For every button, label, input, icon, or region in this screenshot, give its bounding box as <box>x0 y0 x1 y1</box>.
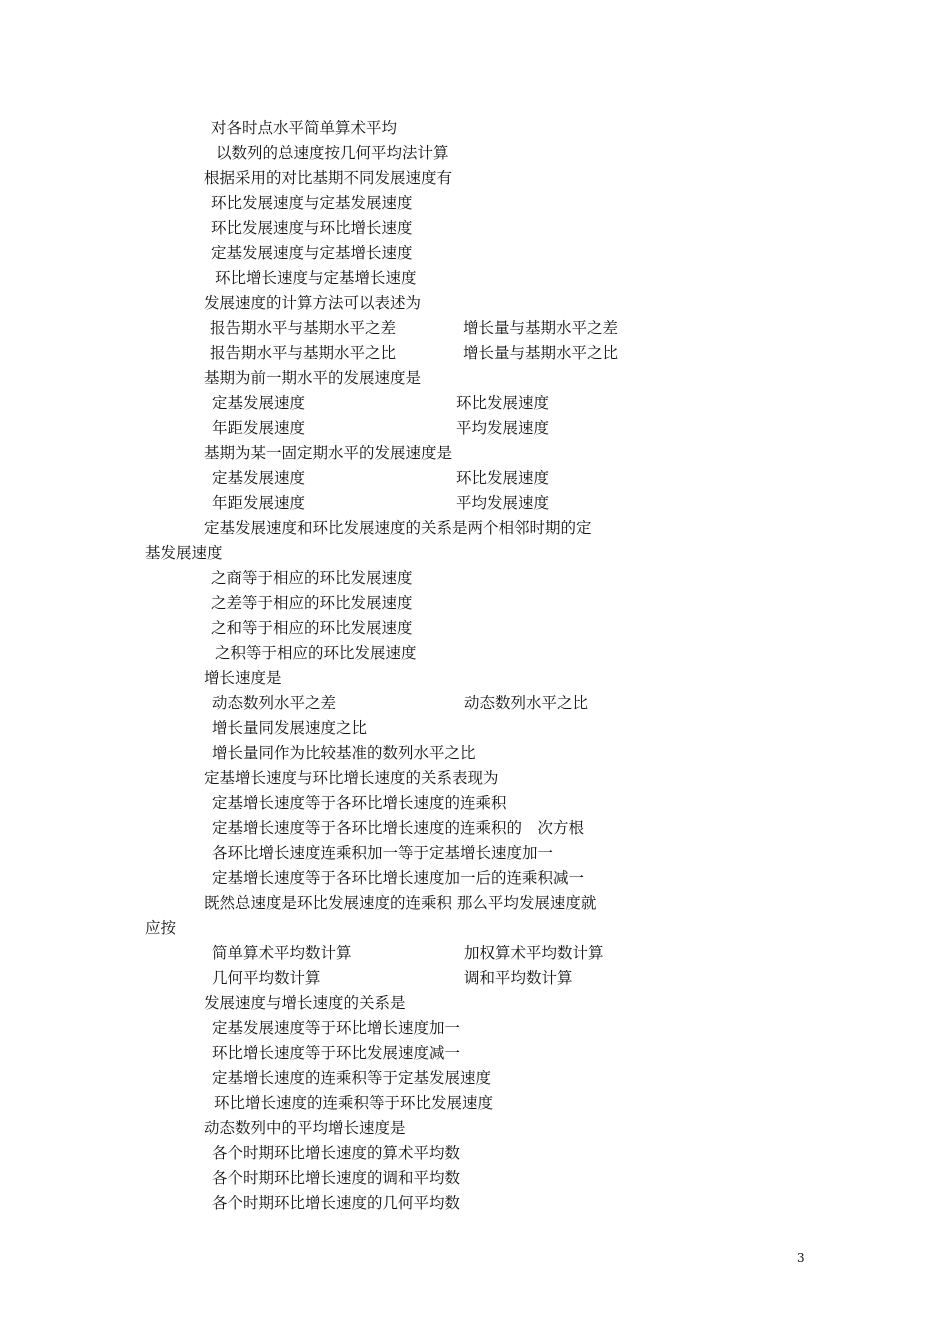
text-line: 定基增长速度等于各环比增长速度加一后的连乘积减一 <box>212 869 585 887</box>
text-line: 各环比增长速度连乘积加一等于定基增长速度加一 <box>212 844 554 862</box>
text-line: 之差等于相应的环比发展速度 <box>211 594 413 612</box>
text-line: 增长速度是 <box>204 669 282 687</box>
text-line: 环比增长速度与定基增长速度 <box>215 269 417 287</box>
text-line: 环比发展速度与环比增长速度 <box>211 219 413 237</box>
text-line: 之商等于相应的环比发展速度 <box>211 569 413 587</box>
text-line: 定基发展速度和环比发展速度的关系是两个相邻时期的定 <box>204 519 592 537</box>
page-number: 3 <box>797 1251 805 1265</box>
text-line: 定基发展速度等于环比增长速度加一 <box>212 1019 461 1037</box>
text-line: 各个时期环比增长速度的算术平均数 <box>212 1144 461 1162</box>
text-line: 基发展速度 <box>145 544 223 562</box>
text-line: 加权算术平均数计算 <box>464 944 604 962</box>
text-line: 定基发展速度与定基增长速度 <box>211 244 413 262</box>
text-line: 几何平均数计算 <box>212 969 321 987</box>
text-line: 之和等于相应的环比发展速度 <box>211 619 413 637</box>
text-line: 各个时期环比增长速度的几何平均数 <box>212 1194 461 1212</box>
text-line: 环比增长速度的连乘积等于环比发展速度 <box>214 1094 494 1112</box>
text-line: 各个时期环比增长速度的调和平均数 <box>212 1169 461 1187</box>
text-line: 定基发展速度 <box>212 394 306 412</box>
text-line: 环比增长速度等于环比发展速度减一 <box>212 1044 461 1062</box>
text-line: 增长量与基期水平之比 <box>463 344 619 362</box>
text-line: 之积等于相应的环比发展速度 <box>215 644 417 662</box>
text-line: 定基增长速度等于各环比增长速度的连乘积 <box>212 794 507 812</box>
text-line: 动态数列水平之差 <box>212 694 337 712</box>
text-line: 报告期水平与基期水平之差 <box>210 319 397 337</box>
text-line: 基期为前一期水平的发展速度是 <box>204 369 422 387</box>
text-line: 增长量同发展速度之比 <box>212 719 368 737</box>
text-line: 动态数列中的平均增长速度是 <box>204 1119 406 1137</box>
text-line: 简单算术平均数计算 <box>212 944 352 962</box>
text-line: 发展速度的计算方法可以表述为 <box>204 294 422 312</box>
text-line: 环比发展速度 <box>456 469 550 487</box>
text-line: 环比发展速度与定基发展速度 <box>211 194 413 212</box>
text-line: 以数列的总速度按几何平均法计算 <box>216 144 449 162</box>
text-line: 调和平均数计算 <box>464 969 573 987</box>
text-line: 环比发展速度 <box>456 394 550 412</box>
text-line: 报告期水平与基期水平之比 <box>210 344 397 362</box>
text-line: 平均发展速度 <box>456 419 550 437</box>
text-line: 定基增长速度的连乘积等于定基发展速度 <box>212 1069 492 1087</box>
text-line: 增长量同作为比较基准的数列水平之比 <box>212 744 476 762</box>
text-line: 年距发展速度 <box>212 494 306 512</box>
text-line: 对各时点水平简单算术平均 <box>211 119 398 137</box>
text-line: 既然总速度是环比发展速度的连乘积 那么平均发展速度就 <box>204 894 597 912</box>
text-line: 定基发展速度 <box>212 469 306 487</box>
text-line: 定基增长速度与环比增长速度的关系表现为 <box>204 769 499 787</box>
text-line: 平均发展速度 <box>456 494 550 512</box>
text-line: 定基增长速度等于各环比增长速度的连乘积的 次方根 <box>212 819 585 837</box>
text-line: 发展速度与增长速度的关系是 <box>204 994 406 1012</box>
text-line: 基期为某一固定期水平的发展速度是 <box>204 444 453 462</box>
text-line: 动态数列水平之比 <box>464 694 589 712</box>
text-line: 根据采用的对比基期不同发展速度有 <box>204 169 453 187</box>
text-line: 增长量与基期水平之差 <box>463 319 619 337</box>
text-line: 年距发展速度 <box>212 419 306 437</box>
text-line: 应按 <box>145 919 177 937</box>
